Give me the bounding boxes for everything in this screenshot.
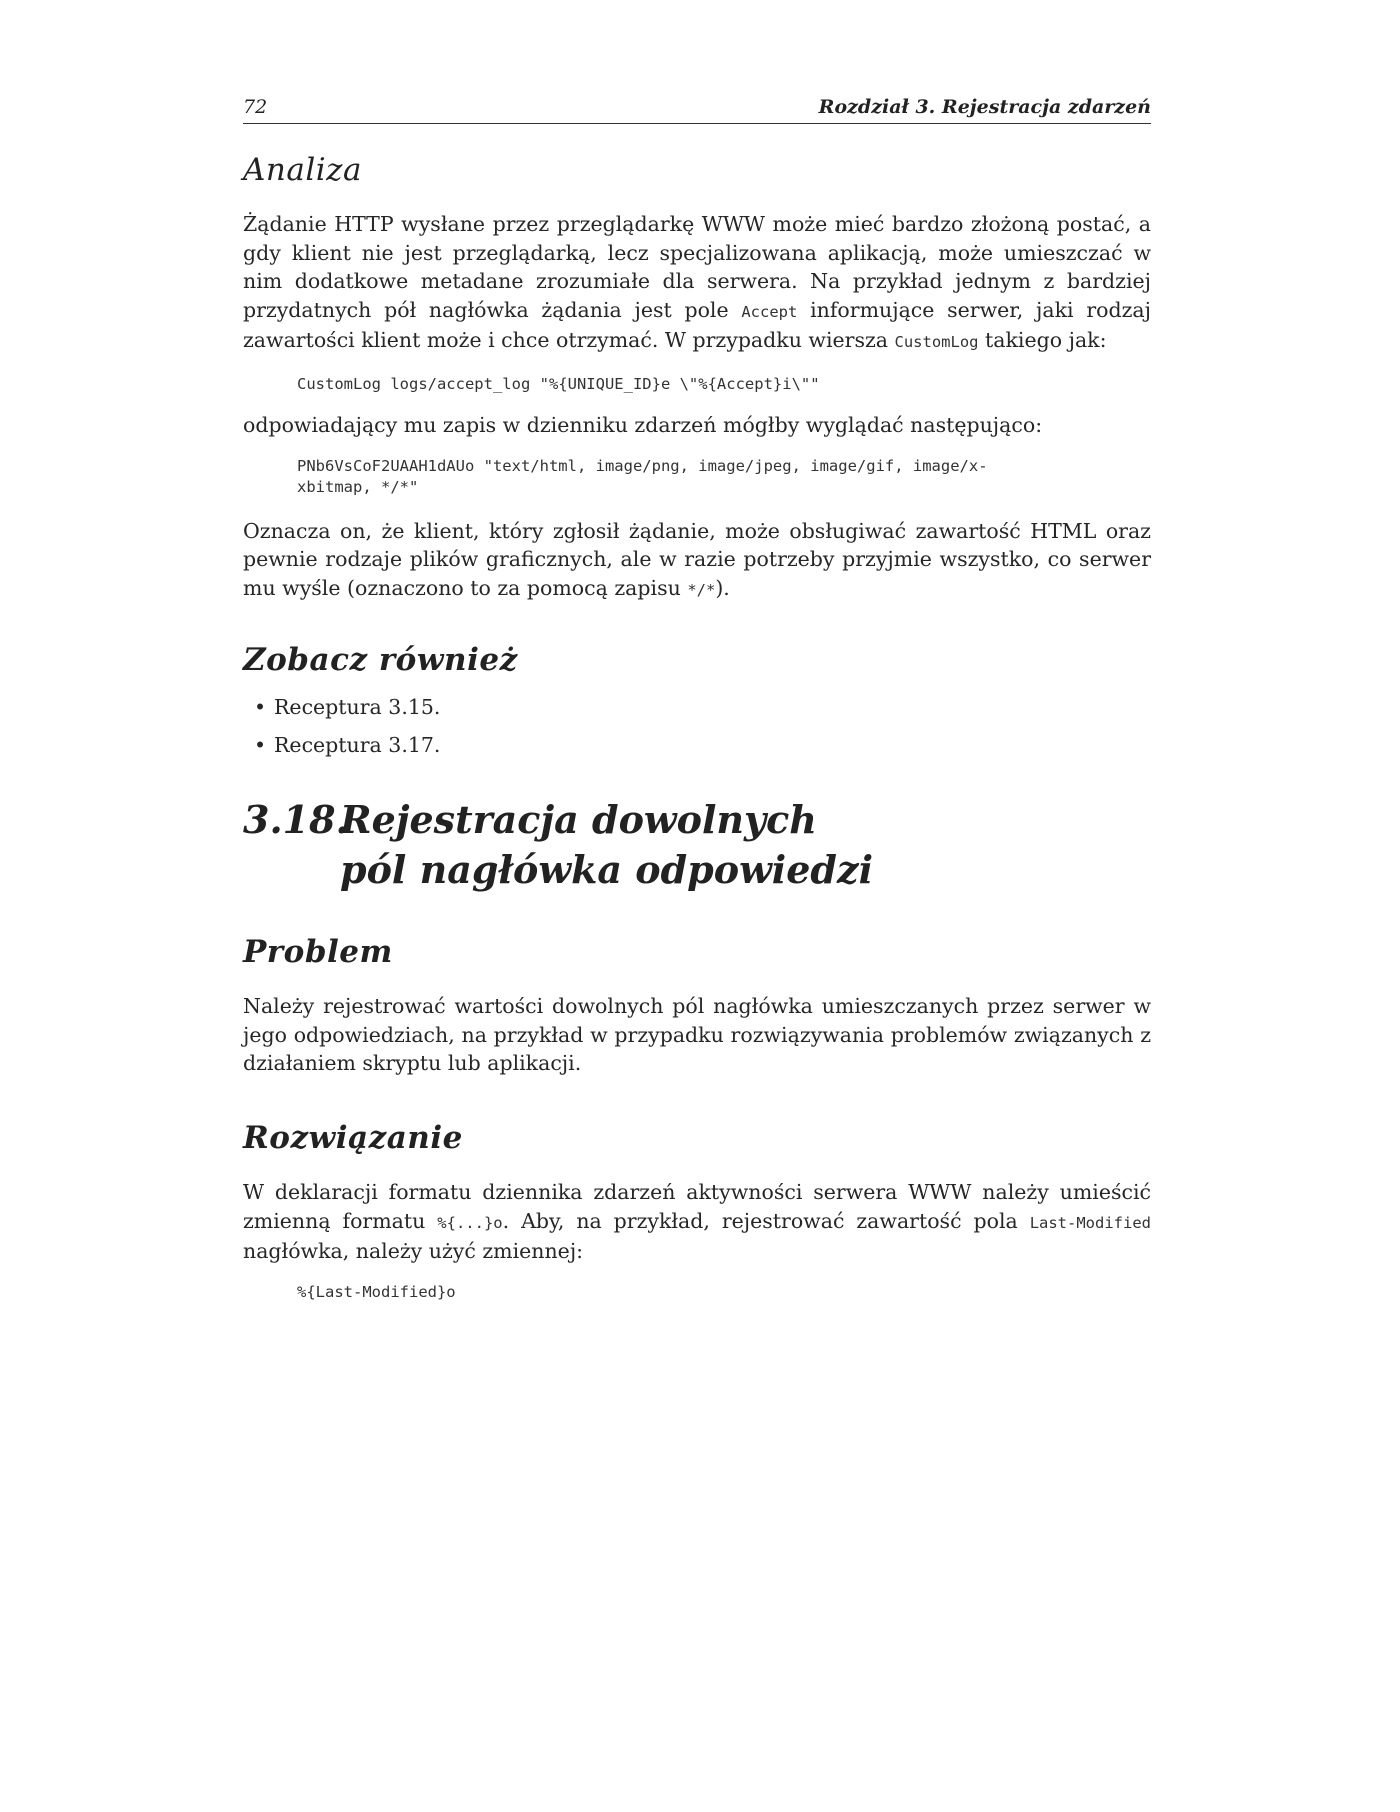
text-span: takiego jak: (978, 328, 1107, 353)
heading-zobacz-rowniez: Zobacz również (243, 642, 518, 679)
analiza-paragraph-2: odpowiadający mu zapis w dzienniku zdarzeń mógłby wyglądać następująco: (243, 412, 1043, 437)
inline-code-customlog: CustomLog (894, 333, 979, 352)
section-number: 3.18. (243, 797, 349, 843)
list-item-text: Receptura 3.15. (274, 695, 441, 720)
inline-code-wildcard: */* (687, 580, 716, 599)
code-block-last-modified: %{Last-Modified}o (297, 1282, 456, 1301)
section-title-line: pól nagłówka odpowiedzi (340, 846, 874, 892)
code-line: xbitmap, */*" (297, 477, 419, 496)
section-title-text (340, 795, 873, 894)
list-item (243, 693, 1151, 721)
list-item-text: Receptura 3.17. (274, 733, 441, 758)
heading-problem: Problem (243, 934, 393, 971)
text-span: W deklaracji formatu dziennika zdarzeń aktywności serwera WWW należy umieścić zmienną formatu (243, 1179, 1151, 1233)
text-span: informujące serwer, jaki rodzaj zawartości klient może i chce otrzymać. W przypadku wiersza (243, 297, 1151, 353)
inline-code-last-modified: Last-Modified (1029, 1213, 1152, 1232)
text-span: Żądanie HTTP wysłane przez przeglądarkę WWW może mieć bardzo złożoną postać, a gdy klient nie jest przeglądarką, lecz specjalizowana aplikacją, może umieszczać w nim dodatkowe metadane zrozumiałe dla serwera. Na przykład jednym z bardziej przydatnych pół nagłówka żądania jest pole (243, 212, 1151, 322)
section-title-line: Rejestracja dowolnych (340, 797, 817, 843)
section-title (243, 795, 1151, 894)
code-block-log-entry (243, 456, 1151, 498)
rozwiazanie-paragraph (243, 1178, 1151, 1266)
heading-analiza: Analiza (243, 152, 362, 188)
text-span: Oznacza on, że klient, który zgłosił żądanie, może obsługiwać zawartość HTML oraz pewnie rodzaje plików graficznych, ale w razie potrzeby przyjmie wszystko, co serwer mu wyśle (oznaczono to za pomocą zapisu (243, 518, 1151, 600)
text-span: . Aby, na przykład, rejestrować zawartość pola (502, 1208, 1030, 1233)
analiza-paragraph-1 (243, 210, 1151, 357)
chapter-title: Rozdział 3. Rejestracja zdarzeń (818, 96, 1151, 118)
analiza-paragraph-3 (243, 517, 1151, 605)
running-header (243, 96, 1151, 124)
code-block-customlog: CustomLog logs/accept_log "%{UNIQUE_ID}e \"%{Accept}i\"" (297, 374, 820, 393)
see-also-list (243, 693, 1151, 759)
inline-code-format-var: %{...}o (437, 1213, 503, 1232)
list-item (243, 731, 1151, 759)
bullet-icon: • (254, 733, 267, 758)
bullet-icon: • (254, 695, 267, 720)
text-span: ). (715, 575, 730, 600)
inline-code-accept: Accept (741, 302, 798, 321)
heading-rozwiazanie: Rozwiązanie (243, 1119, 463, 1156)
text-span: nagłówka, należy użyć zmiennej: (243, 1239, 584, 1264)
page-number: 72 (243, 96, 268, 118)
problem-paragraph: Należy rejestrować wartości dowolnych pól nagłówka umieszczanych przez serwer w jego odpowiedziach, na przykład w przypadku rozwiązywania problemów związanych z działaniem skryptu lub aplikacji. (243, 994, 1151, 1076)
code-line: PNb6VsCoF2UAAH1dAUo "text/html, image/png, image/jpeg, image/gif, image/x- (297, 456, 988, 475)
book-page (243, 96, 1151, 1303)
